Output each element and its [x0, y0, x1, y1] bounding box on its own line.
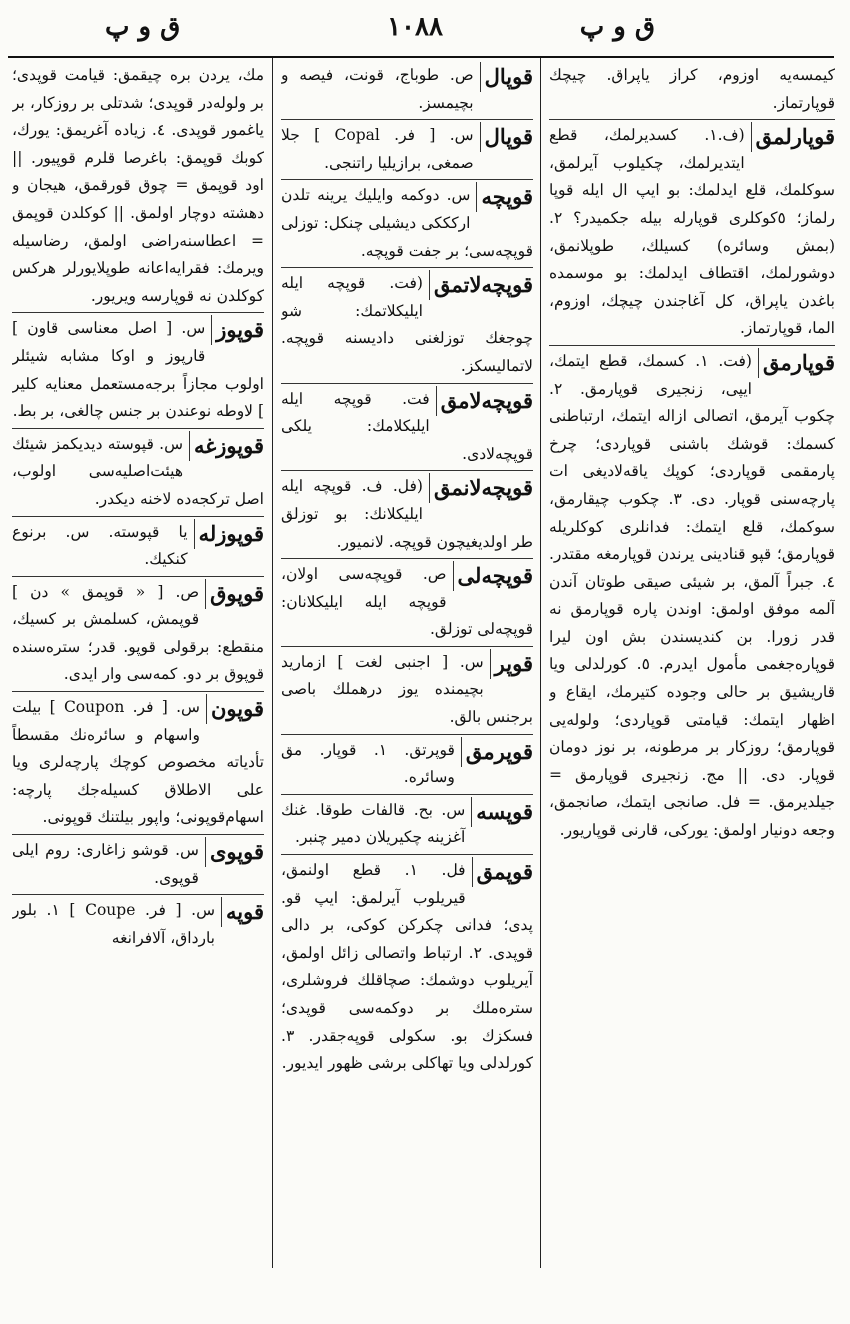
entry-definition: س. دوكمه وايليك يرينه تلدن اركككی ديشيلی چنكل: توزلی قوپچه‌سی؛ بر جفت قوپچه. [281, 186, 533, 260]
entry-definition: س. قوشو زاغاری: روم ايلی قوپوی. [12, 841, 199, 887]
entry-definition: ص. [ « قوپمق » دن ] قوپمش، كسلمش بر كسيك، منقطع: برقولی قوپو. قدر؛ ستره‌سنده قوپوق بر دو. كمه‌سی وار ايدی. [12, 582, 264, 684]
entry-definition: (فت. ١. كسمك، قطع ايتمك، ايپی، زنجيری قوپارمق. ٢. چكوب آيرمق، اتصالی ازاله ايتمك، ارتباطنی كسمك: قوشك باشنی قوپاردی؛ چرخ پارمقمی قوپاردی؛ كوپك ياقه‌لادیغی ات پارچه‌سنی قوپار. دی. ٣. چكوب چيقارمق، سوكمك، قلع ايتمك: فدانلری كوكلريله قوپارمق؛ قپو قنادينی يرندن قوپارمغه مقتدر. ٤. جبراً آلمق، بر شيئی صيقی طوتان آندن آلمه موفق اولمق: اوندن پاره قوپارمق نه قدر زورا. بن كنديسندن بش اون ليرا قوپاره‌جغمی مأمول ايدرم. ٥. كورلدلی ويا قاريشيق بر حالی وجوده كتيرمك، ايقاع و اظهار ايتمك: قيامتی قوپاردی؛ ولوله‌يی قوپارمق؛ روزكار بر مرطونه، بر نوز دومان قوپار. دی. || مج. زنجيری قوپارمق = جيلديرمق. = فل. صانجی ايتمك، صانجمق، وجعه دونيار اولمق: يوركی، قارنی قوپاريور. [549, 351, 835, 840]
entry-definition: س. [ فر. Coupe ] ١. بلور بارداق، آلافرانغه [12, 901, 215, 947]
entry-headword: قوپچه‌لی [453, 561, 533, 591]
dictionary-entry [281, 734, 533, 792]
dictionary-entry [12, 894, 264, 952]
entry-headword: قوپال [480, 62, 533, 92]
dictionary-entry [549, 119, 835, 343]
entry-definition: س. [ فر. Coupon ] بيلت واسهام و سائره‌نك مقسطاً تأدياته مخصوص كوچك پارچه‌لری ويا على الاطلاق كسيله‌جك پارچه: اسهام‌قوپونی؛ واپور بيلتنك قوپونی. [12, 698, 264, 827]
entry-definition: (ف.١. كسدیرلمك، قطع ايتديرلمك، چكيلوب آيرلمق، سوكلمك، قلع ايدلمك: بو ايپ ال ايله قوپا رلماز؛ ٥كوكلری قوپارله بيله جكميدر؟ ٢. (بمش وسائره) كسيلك، طوپلانمق، دوشورلمك، اقتطاف ايدلمك: بو موسمده باغدن ياپراق، كل آغاجندن چيچك، اوزوم، الما، قوپارتماز. [549, 126, 835, 338]
dictionary-entry [12, 834, 264, 892]
entry-headword: قوپون [206, 694, 264, 724]
entry-definition: مك، يردن بره چيقمق: قيامت قوپدی؛ بر ولوله‌در قوپدی؛ شدتلی بر روزكار، بر ياغمور قوپدی. ٤. زياده آغريمق: يورك، كوبك قوپمق: باغرصا قلرم قوپيور. || اود قوپمق = چوق قورقمق، هيجان و دهشته دوچار اولمق. || كوكلدن قوپمق = اعطاسنه‌راضی اولمق، رضاسيله ويرمك: فقرايه‌اعانه طوپلايورلر هركس كوكلدن نه قوپارسه ويريور. [12, 66, 264, 305]
entry-definition: كيمسه‌يه اوزوم، كراز ياپراق. چيچك قوپارتماز. [549, 66, 835, 112]
entry-headword: قوپچه‌لامق [436, 386, 533, 416]
page-header [0, 0, 850, 52]
entry-headword: قوپچه [476, 182, 533, 212]
entry-definition: فت. قوپچه ايله ايليكلامك: يلكی قوپچه‌لادی. [281, 389, 533, 463]
entry-definition: ص. قوپچه‌سی اولان، قوپچه ايله ايليكلانان: قوپچه‌لی توزلق. [281, 565, 533, 639]
entry-headword: قوپرمق [461, 737, 533, 767]
entry-definition: س. بح. قالفات طوقا. غنك آغزينه چكيريلان دمير چنبر. [281, 800, 466, 847]
header-right-letters: ق و پ [579, 12, 655, 42]
dictionary-entry [281, 383, 533, 469]
dictionary-entry [12, 62, 264, 310]
entry-definition: س. [ اجنبی لغت ] ازماريد بچيمنده يوز درهملك باصی برجنس بالق. [281, 652, 533, 727]
header-rule [8, 56, 834, 58]
entry-headword: قوپر [490, 649, 533, 679]
entry-definition: ص. طوباج، قونت، فيصه و بچيمسز. [281, 66, 474, 112]
dictionary-entry [549, 345, 835, 845]
dictionary-entry [12, 691, 264, 832]
column-right [549, 62, 835, 1272]
dictionary-entry [281, 267, 533, 380]
dictionary-entry [12, 576, 264, 689]
entry-definition: س. قپوسته ديديكمز شيئك هيئت‌اصليه‌سی اولوب، اصل تركجه‌ده لاخنه ديكدر. [12, 434, 264, 508]
dictionary-entry [12, 516, 264, 574]
header-left-letters: ق و پ [105, 12, 181, 42]
column-middle [281, 62, 533, 1272]
column-divider-right [540, 58, 541, 1268]
entry-definition: س. [ اصل معناسی قاون ] قارپوز و اوكا مشابه شيئلر اولوب مجازاً برجه‌مستعمل معنايه كلير ] لاوطه نوعندن بر جنس چالغی، بر بط. [12, 319, 264, 421]
entry-headword: قوپوز [211, 315, 264, 345]
dictionary-entry [549, 62, 835, 117]
dictionary-entry [12, 428, 264, 514]
entry-headword: قوپوق [205, 579, 264, 609]
entry-headword: قوپسه [471, 797, 533, 827]
entry-definition: يا قپوسته. س. برنوع كنكيك. [12, 522, 188, 569]
dictionary-entry [281, 558, 533, 644]
page-number: ١٠٨٨ [387, 12, 443, 42]
dictionary-entry [281, 119, 533, 177]
entry-headword: قوپارمق [758, 348, 835, 378]
entry-headword: قوپوزغه [189, 431, 264, 461]
entry-definition: س. [ فر. Copal ] جلا صمغی، برازيليا راتنجی. [281, 126, 474, 172]
dictionary-entry [281, 179, 533, 265]
dictionary-entry [12, 312, 264, 425]
entry-definition: قوپرتق. ١. قوپار. مق وسائره. [281, 740, 455, 787]
dictionary-entry [281, 646, 533, 732]
entry-definition: (فل. ف. قوپچه ايله ايليكلانك: بو توزلق طر اولديغيچون قوپچه. لانميور. [281, 477, 533, 551]
entry-headword: قوپوزله [194, 519, 264, 549]
entry-headword: قوپمق [472, 857, 533, 887]
column-divider-left [272, 58, 273, 1268]
entry-headword: قوپچه‌لاتمق [429, 270, 533, 300]
dictionary-entry [281, 794, 533, 852]
entry-definition: (فت. قوپچه ايله ايليكلاتمك: شو چوجغك توزلغنی داديسنه قوپچه. لاتماليسكز. [281, 274, 533, 375]
entry-headword: قوپال [480, 122, 533, 152]
dictionary-entry [281, 854, 533, 1078]
column-left [12, 62, 264, 1272]
dictionary-entry [281, 62, 533, 117]
entry-headword: قوپوی [205, 837, 264, 867]
dictionary-entry [281, 470, 533, 556]
entry-headword: قوپچه‌لانمق [429, 473, 533, 503]
entry-headword: قوپارلمق [751, 122, 835, 152]
entry-headword: قوپه [221, 897, 264, 927]
entry-definition: فل. ١. قطع اولنمق، قيريلوب آيرلمق: ايپ قو. پدی؛ فدانی چكركن كوكی، بر دالی قوپدی. ٢. ارتباط واتصالی زائل اولمق، آيريلوب دوشمك: صچاقلك فروشلری، ستره‌ملك بر دوكمه‌سی قوپدی؛ فسكزك بو. سكولی قوپه‌جقدر. ٣. كورلدلی ويا تهاكلی برشی ظهور ايديور. [281, 861, 533, 1073]
